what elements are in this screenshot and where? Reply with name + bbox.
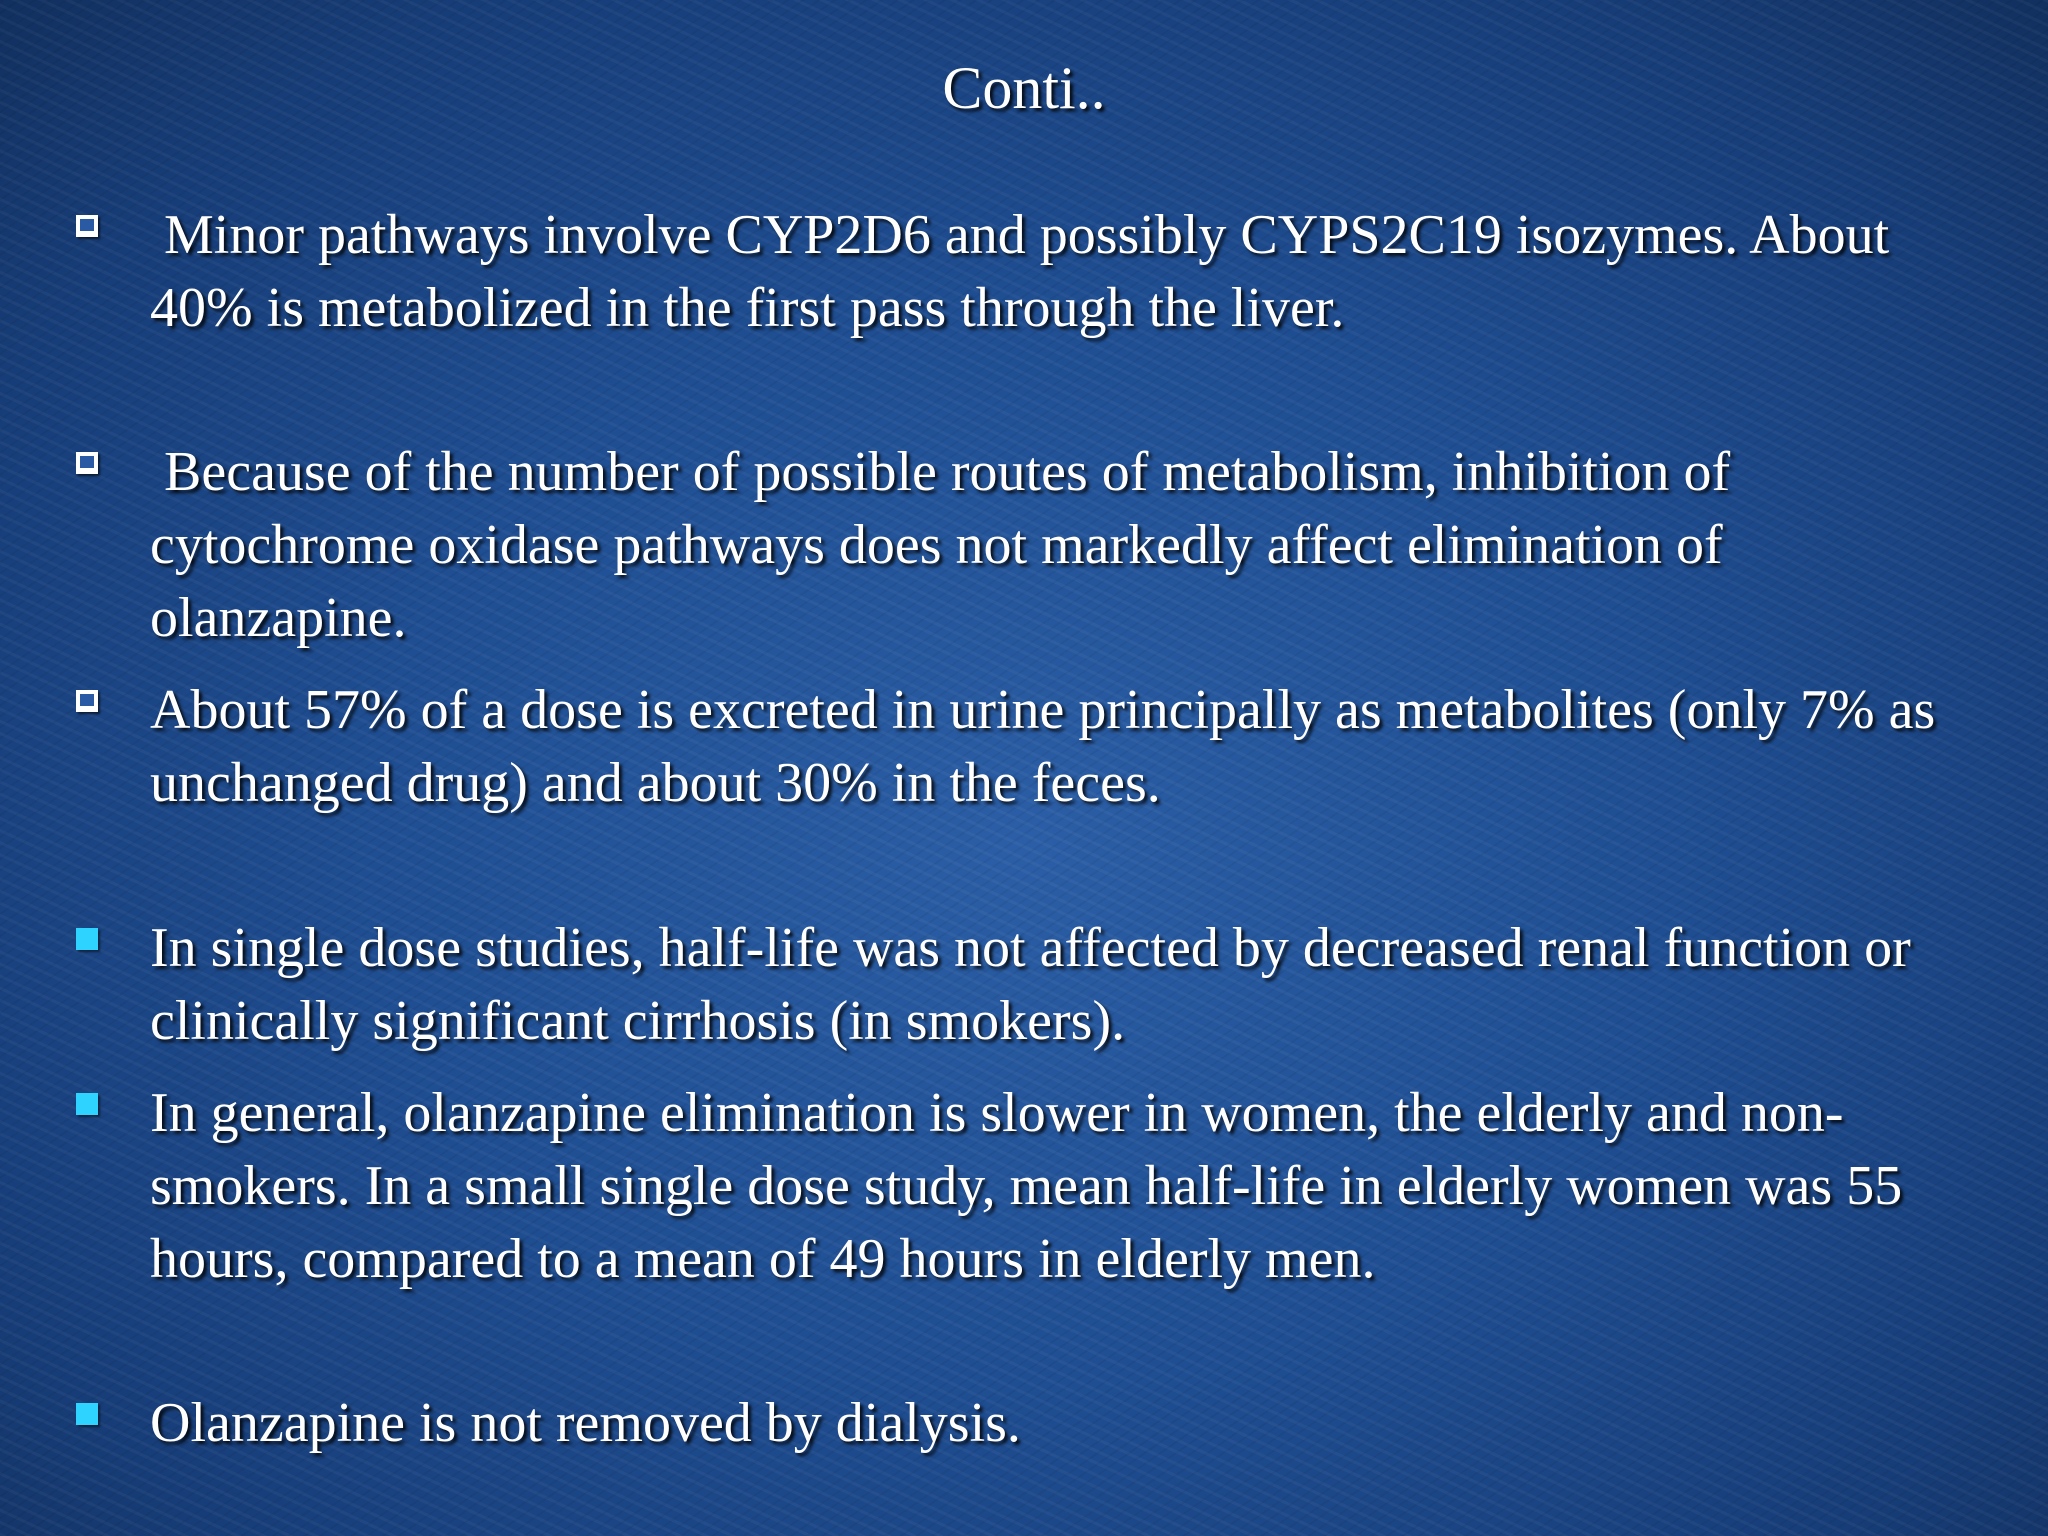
- hollow-square-icon: [76, 215, 98, 237]
- bullet-text: In general, olanzapine elimination is slower in women, the elderly and non-smokers. In a small single dose study, mean half-life in elderly women was 55 hours, compared to a mean of 49 hours in elderly men.: [150, 1082, 1917, 1290]
- solid-square-icon: [76, 1093, 98, 1115]
- bullet-text: Minor pathways involve CYP2D6 and possibly CYPS2C19 isozymes. About 40% is metabolized in the first pass through the liver.: [150, 204, 1904, 339]
- hollow-square-icon: [76, 690, 98, 712]
- solid-square-icon: [76, 1403, 98, 1425]
- bullet-text: About 57% of a dose is excreted in urine principally as metabolites (only 7% as unchanged drug) and about 30% in the feces.: [150, 679, 1950, 814]
- bullet-text: In single dose studies, half-life was not affected by decreased renal function or clinically significant cirrhosis (in smokers).: [150, 917, 1925, 1052]
- hollow-square-icon: [76, 452, 98, 474]
- bullet-text: Because of the number of possible routes of metabolism, inhibition of cytochrome oxidase pathways does not markedly affect elimination of olanzapine.: [150, 441, 1765, 649]
- slide-title: Conti..: [942, 55, 1106, 121]
- bullet-text: Olanzapine is not removed by dialysis.: [150, 1392, 1021, 1454]
- solid-square-icon: [76, 928, 98, 950]
